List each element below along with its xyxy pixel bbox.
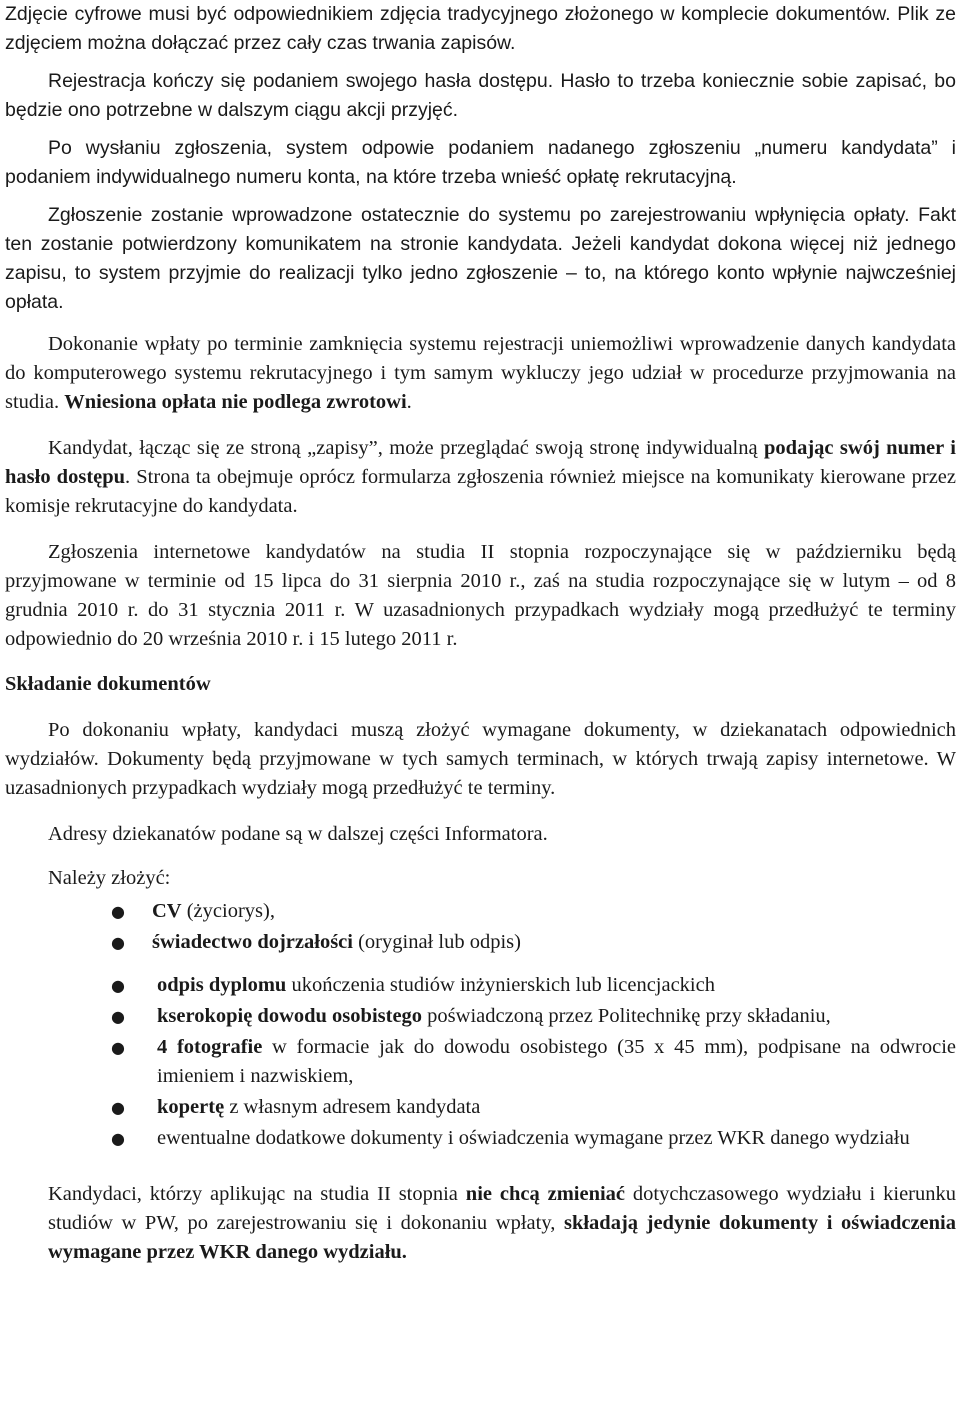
document-name: kserokopię dowodu osobistego xyxy=(157,1005,423,1027)
document-name: kopertę xyxy=(157,1096,225,1118)
bullet-icon: ● xyxy=(111,976,125,995)
document-details: z własnym adresem kandydata xyxy=(224,1096,481,1118)
bullet-icon: ● xyxy=(111,933,125,952)
bullet-icon: ● xyxy=(111,1038,125,1057)
document-name: świadectwo dojrzałości xyxy=(152,931,353,953)
candidate-page-text-a: Kandydat, łącząc się ze stroną „zapisy”, może przeglądać swoją stronę indywidualną xyxy=(48,437,765,459)
document-details: ukończenia studiów inżynierskich lub licencjackich xyxy=(286,974,715,996)
candidate-page-text-b: . Strona ta obejmuje oprócz formularza zgłoszenia również miejsce na komunikaty kierowane przez komisje rekrutacyjne do kandydata. xyxy=(5,466,956,517)
document-details: w formacie jak do dowodu osobistego (35 x 45 mm), podpisane na odwrocie imieniem i nazwiskiem, xyxy=(157,1036,956,1087)
document-name: 4 fotografie xyxy=(157,1036,263,1058)
bullet-icon: ● xyxy=(111,902,125,921)
paragraph-candidate-page xyxy=(5,434,956,521)
document-details: (oryginał lub odpis) xyxy=(352,931,521,953)
same-faculty-text-a: Kandydaci, którzy aplikując na studia II stopnia xyxy=(48,1183,466,1205)
list-intro: Należy złożyć: xyxy=(48,867,171,889)
bullet-icon: ● xyxy=(111,1098,125,1117)
paragraph-after-submission: Po wysłaniu zgłoszenia, system odpowie podaniem nadanego zgłoszeniu „numeru kandydata” i podaniem indywidualnego numeru konta, na które trzeba wnieść opłatę rekrutacyjną. xyxy=(5,137,956,188)
paragraph-text: Zgłoszenie zostanie wprowadzone ostatecznie do systemu po zarejestrowaniu wpłynięcia opłaty. Fakt ten zostanie potwierdzony komunikatem na stronie kandydata. Jeżeli kandydat dokona więcej niż jednego zapisu, to system przyjmie do realizacji tylko jedno zgłoszenie – to, na którego konto wpłynie najwcześniej opłata. xyxy=(5,204,956,313)
paragraph-registration-password: Rejestracja kończy się podaniem swojego hasła dostępu. Hasło to trzeba koniecznie sobie zapisać, bo będzie ono potrzebne w dalszym ciągu akcji przyjęć. xyxy=(5,70,956,121)
bullet-icon: ● xyxy=(111,1007,125,1026)
document-details: poświadczoną przez Politechnikę przy składaniu, xyxy=(422,1005,831,1027)
document-details: (życiorys), xyxy=(181,900,275,922)
paragraph-photo-info: Zdjęcie cyfrowe musi być odpowiednikiem zdjęcia tradycyjnego złożonego w komplecie dokumentów. Plik ze zdjęciem można dołączać przez cały czas trwania zapisów. xyxy=(5,3,956,54)
no-change-emphasis: nie chcą zmieniać xyxy=(465,1183,626,1205)
paragraph-dean-office-addresses: Adresy dziekanatów podane są w dalszej części Informatora. xyxy=(48,823,548,845)
documents-only-emphasis: składają jedynie dokumenty i oświadczenia wymagane przez WKR danego wydziału. xyxy=(48,1212,957,1263)
late-payment-text: Dokonanie wpłaty po terminie zamknięcia systemu rejestracji uniemożliwi wprowadzenie danych kandydata do komputerowego systemu rekrutacyjnego i tym samym wykluczy jego udział w procedurze przyjmowania na studia. xyxy=(5,333,956,413)
document-name: odpis dyplomu xyxy=(157,974,287,996)
list-item xyxy=(5,1124,956,1153)
paragraph-late-payment xyxy=(5,330,956,417)
document-name: CV xyxy=(152,900,182,922)
login-instructions: podając swój numer i hasło dostępu xyxy=(5,437,956,488)
bullet-icon: ● xyxy=(111,1129,125,1148)
same-faculty-text-b: dotychczasowego wydziału i kierunku studiów w PW, po zarejestrowaniu się i dokonaniu wpłaty, xyxy=(48,1183,956,1234)
section-heading-documents: Składanie dokumentów xyxy=(5,673,211,695)
late-payment-end: . xyxy=(406,391,412,413)
list-item xyxy=(5,928,956,957)
required-documents-list xyxy=(5,897,956,1153)
list-item xyxy=(5,1002,956,1031)
paragraph-application-confirmation xyxy=(5,201,956,317)
list-item xyxy=(5,1033,956,1091)
paragraph-document-submission: Po dokonaniu wpłaty, kandydaci muszą złożyć wymagane dokumenty, w dziekanatach odpowiednich wydziałów. Dokumenty będą przyjmowane w tych samych terminach, w których trwają zapisy internetowe. W uzasadnionych przypadkach wydziały mogą przedłużyć te terminy. xyxy=(5,719,956,799)
list-item xyxy=(5,971,956,1000)
document-details: ewentualne dodatkowe dokumenty i oświadczenia wymagane przez WKR danego wydziału xyxy=(157,1127,910,1149)
no-refund-notice: Wniesiona opłata nie podlega zwrotowi xyxy=(64,391,407,413)
paragraph-application-dates: Zgłoszenia internetowe kandydatów na studia II stopnia rozpoczynające się w październiku będą przyjmowane w terminie od 15 lipca do 31 sierpnia 2010 r., zaś na studia rozpoczynające się w lutym – od 8 grudnia 2010 r. do 31 stycznia 2011 r. W uzasadnionych przypadkach wydziały mogą przedłużyć te terminy odpowiednio do 20 września 2010 r. i 15 lutego 2011 r. xyxy=(5,541,956,650)
paragraph-same-faculty-candidates xyxy=(5,1180,956,1267)
list-item xyxy=(5,1093,956,1122)
list-item xyxy=(5,897,956,926)
